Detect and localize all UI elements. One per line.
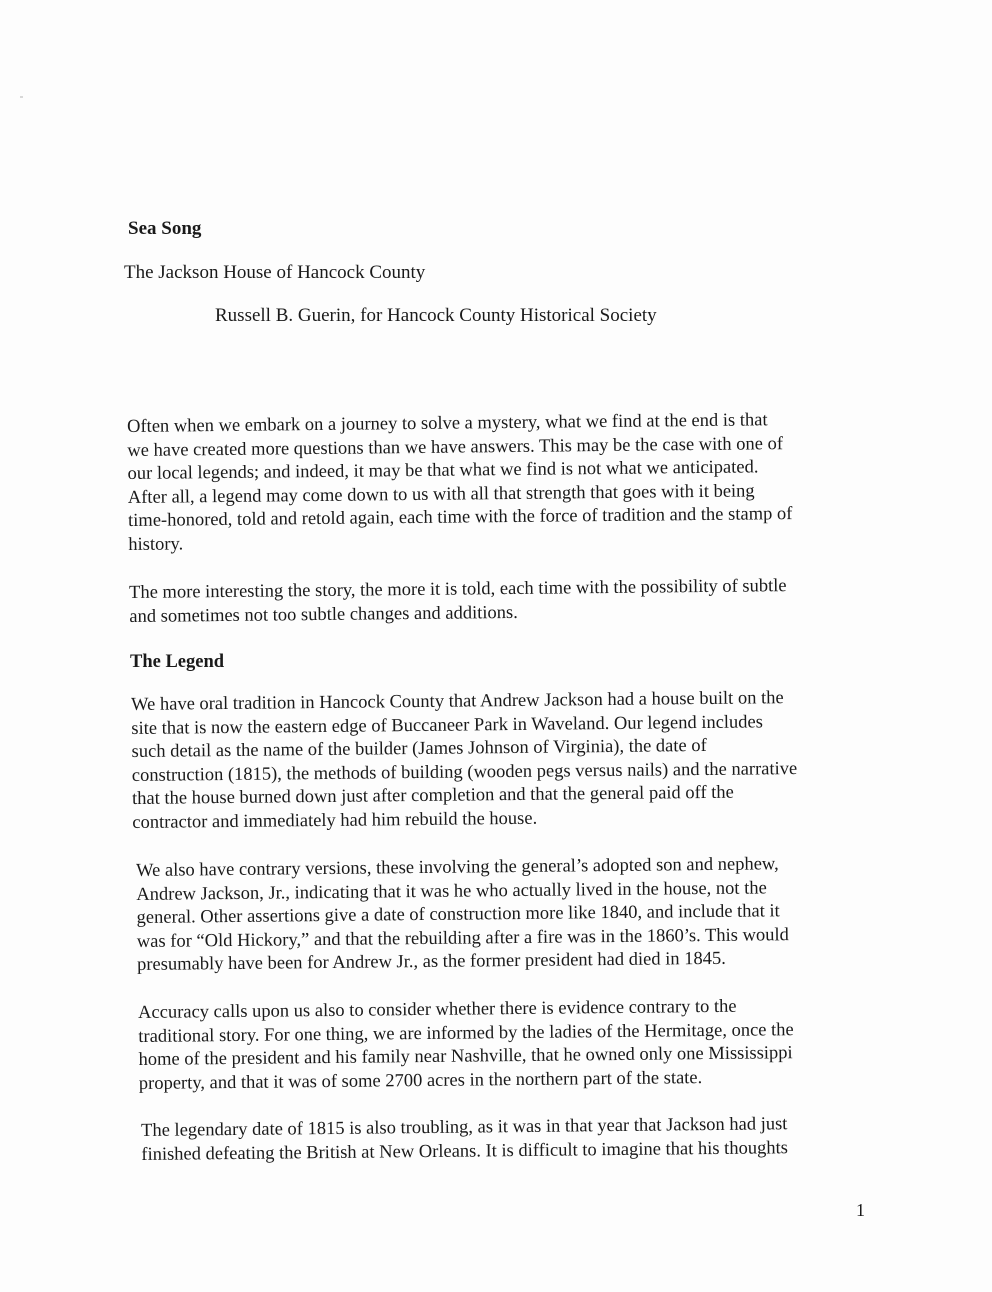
text-line: we have created more questions than we have answers. This may be the case with one of	[127, 433, 784, 461]
text-line: Accuracy calls upon us also to consider whether there is evidence contrary to the	[138, 996, 737, 1023]
text-line: traditional story. For one thing, we are informed by the ladies of the Hermitage, once the	[138, 1019, 794, 1047]
text-line: Andrew Jackson, Jr., indicating that it was he who actually lived in the house, not the	[136, 877, 767, 905]
text-line: and sometimes not too subtle changes and additions.	[129, 602, 518, 627]
intro-paragraph-2	[129, 574, 849, 629]
document-title: Sea Song	[128, 218, 202, 239]
text-line: site that is now the eastern edge of Buccaneer Park in Waveland. Our legend includes	[131, 711, 764, 739]
text-line: time-honored, told and retold again, each time with the force of tradition and the stamp of	[127, 504, 793, 531]
text-line: our local legends; and indeed, it may be that what we find is not what we anticipated.	[127, 457, 759, 484]
legend-paragraph-3	[138, 994, 859, 1096]
author-line: Russell B. Guerin, for Hancock County Historical Society	[215, 305, 657, 326]
text-line: that the house burned down just after completion and that the general paid off the	[131, 782, 734, 809]
text-line: home of the president and his family near Nashville, that he owned only one Mississippi	[138, 1043, 793, 1070]
text-line: was for “Old Hickory,” and that the rebuilding after a fire was in the 1860’s. This would	[136, 924, 789, 952]
text-line: property, and that it was of some 2700 acres in the northern part of the state.	[138, 1067, 703, 1094]
text-line: The more interesting the story, the more it is told, each time with the possibility of subtle	[129, 576, 787, 603]
scan-speck	[20, 96, 23, 98]
text-line: We have oral tradition in Hancock County that Andrew Jackson had a house built on the	[131, 688, 784, 715]
intro-paragraph-1	[127, 408, 848, 557]
text-line: The legendary date of 1815 is also troubling, as it was in that year that Jackson had just	[141, 1114, 788, 1141]
document-subtitle: The Jackson House of Hancock County	[124, 262, 426, 283]
text-line: We also have contrary versions, these involving the general’s adopted son and nephew,	[136, 854, 779, 881]
text-line: construction (1815), the methods of building (wooden pegs versus nails) and the narrative	[131, 758, 798, 786]
page-number: 1	[856, 1200, 865, 1220]
text-line: presumably have been for Andrew Jr., as the former president had died in 1845.	[136, 948, 726, 975]
legend-paragraph-1	[131, 686, 852, 835]
text-line: After all, a legend may come down to us with all that strength that goes with it being	[127, 480, 755, 508]
legend-paragraph-2	[136, 852, 857, 977]
section-heading-legend: The Legend	[130, 652, 225, 672]
legend-paragraph-4	[141, 1112, 861, 1167]
text-line: such detail as the name of the builder (James Johnson of Virginia), the date of	[131, 735, 707, 762]
text-line: finished defeating the British at New Orleans. It is difficult to imagine that his thoughts	[141, 1137, 788, 1165]
text-line: history.	[128, 533, 184, 555]
text-line: contractor and immediately had him rebuild the house.	[132, 808, 538, 833]
text-line: Often when we embark on a journey to solve a mystery, what we find at the end is that	[127, 410, 768, 437]
text-line: general. Other assertions give a date of construction more like 1840, and include that it	[136, 901, 780, 928]
